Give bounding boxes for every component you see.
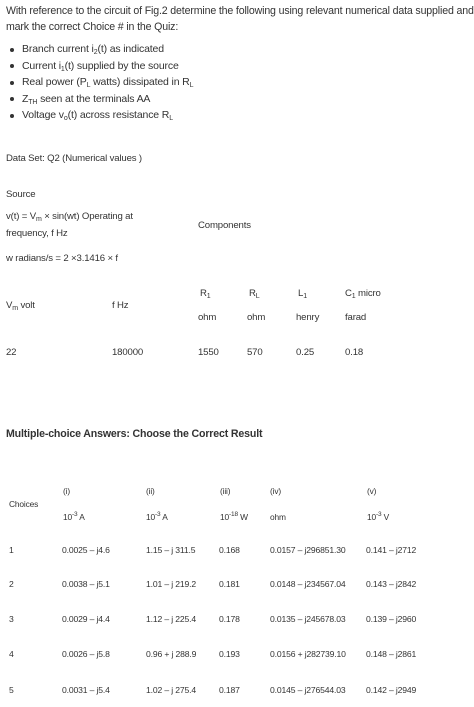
c1-value: 0.18 bbox=[345, 347, 364, 358]
answer-v: 0.141 – j2712 bbox=[366, 545, 417, 555]
col-i-roman: (i) bbox=[63, 486, 70, 496]
mc-heading: Multiple-choice Answers: Choose the Correct Result bbox=[6, 428, 263, 440]
answer-ii: 1.02 – j 275.4 bbox=[146, 685, 196, 695]
choices-label: Choices bbox=[9, 499, 39, 509]
rl-value: 570 bbox=[247, 347, 263, 358]
source-frequency-line: frequency, f Hz bbox=[6, 228, 68, 239]
answer-ii: 1.15 – j 311.5 bbox=[146, 545, 196, 555]
answer-i: 0.0031 – j5.4 bbox=[62, 685, 110, 695]
col-ii-roman: (ii) bbox=[146, 486, 155, 496]
answer-i: 0.0026 – j5.8 bbox=[62, 649, 110, 659]
components-heading: Components bbox=[198, 220, 251, 231]
vm-header: $V_m$ volt bbox=[6, 300, 35, 312]
rl-header: $R_L$ bbox=[249, 288, 260, 300]
col-v-roman: (v) bbox=[367, 486, 377, 496]
col-iii-roman: (iii) bbox=[220, 486, 231, 496]
answer-v: 0.143 – j2842 bbox=[366, 579, 417, 589]
answer-iii: 0.168 bbox=[219, 545, 240, 555]
answer-i: 0.0029 – j4.4 bbox=[62, 614, 110, 624]
answer-iv: 0.0135 – j245678.03 bbox=[270, 614, 346, 624]
task-item: Branch current $i_2(t)$ as indicated bbox=[6, 41, 193, 58]
c1-unit: farad bbox=[345, 312, 367, 323]
r1-value: 1550 bbox=[198, 347, 219, 358]
answer-iv: 0.0148 – j234567.04 bbox=[270, 579, 346, 589]
choice-number: 4 bbox=[9, 649, 14, 659]
answer-iii: 0.181 bbox=[219, 579, 240, 589]
col-i-unit: $10^{-3}$ A bbox=[63, 511, 85, 522]
choice-number: 2 bbox=[9, 579, 14, 589]
vm-value: 22 bbox=[6, 347, 17, 358]
task-item: Current $i_1(t)$ supplied by the source bbox=[6, 58, 193, 75]
dataset-label: Data Set: Q2 (Numerical values ) bbox=[6, 153, 142, 164]
answer-ii: 1.12 – j 225.4 bbox=[146, 614, 196, 624]
col-iv-roman: (iv) bbox=[270, 486, 282, 496]
f-header: f Hz bbox=[112, 300, 129, 311]
answer-iii: 0.187 bbox=[219, 685, 240, 695]
l1-header: $L_1$ bbox=[298, 288, 307, 300]
answer-i: 0.0025 – j4.6 bbox=[62, 545, 110, 555]
task-item: $Z_{TH}$ seen at the terminals AA bbox=[6, 91, 193, 108]
answer-ii: 0.96 + j 288.9 bbox=[146, 649, 197, 659]
choice-number: 3 bbox=[9, 614, 14, 624]
c1-header: $C_1$ micro bbox=[345, 288, 381, 300]
answer-v: 0.139 – j2960 bbox=[366, 614, 417, 624]
omega-equation: w radians/s = 2 ×3.1416 × f bbox=[6, 253, 118, 264]
l1-value: 0.25 bbox=[296, 347, 315, 358]
col-ii-unit: $10^{-3}$ A bbox=[146, 511, 168, 522]
task-item: Real power ($P_L$ watts) dissipated in $R_L$ bbox=[6, 74, 193, 91]
f-value: 180000 bbox=[112, 347, 144, 358]
answer-i: 0.0038 – j5.1 bbox=[62, 579, 110, 589]
choice-number: 1 bbox=[9, 545, 14, 555]
r1-unit: ohm bbox=[198, 312, 217, 323]
answer-iii: 0.193 bbox=[219, 649, 240, 659]
answer-v: 0.148 – j2861 bbox=[366, 649, 417, 659]
answer-v: 0.142 – j2949 bbox=[366, 685, 417, 695]
choice-number: 5 bbox=[9, 685, 14, 695]
l1-unit: henry bbox=[296, 312, 320, 323]
source-heading: Source bbox=[6, 189, 36, 200]
col-iii-unit: $10^{-18}$ W bbox=[220, 511, 248, 522]
answer-iv: 0.0157 – j296851.30 bbox=[270, 545, 346, 555]
col-iv-unit: ohm bbox=[270, 512, 286, 522]
intro-paragraph: With reference to the circuit of Fig.2 determine the following using relevant numerical data supplied and mark the correct Choice # in the Quiz: bbox=[6, 5, 474, 33]
r1-header: $R_1$ bbox=[200, 288, 211, 300]
col-v-unit: $10^{-3}$ V bbox=[367, 511, 390, 522]
rl-unit: ohm bbox=[247, 312, 266, 323]
source-equation: $v(t) = V_m \times \sin(wt)$ Operating at bbox=[6, 211, 133, 223]
task-list bbox=[6, 41, 193, 124]
answer-iv: 0.0156 + j282739.10 bbox=[270, 649, 346, 659]
answer-ii: 1.01 – j 219.2 bbox=[146, 579, 196, 589]
task-item: Voltage $v_o(t)$ across resistance $R_L$ bbox=[6, 107, 193, 124]
answer-iv: 0.0145 – j276544.03 bbox=[270, 685, 346, 695]
answer-iii: 0.178 bbox=[219, 614, 240, 624]
